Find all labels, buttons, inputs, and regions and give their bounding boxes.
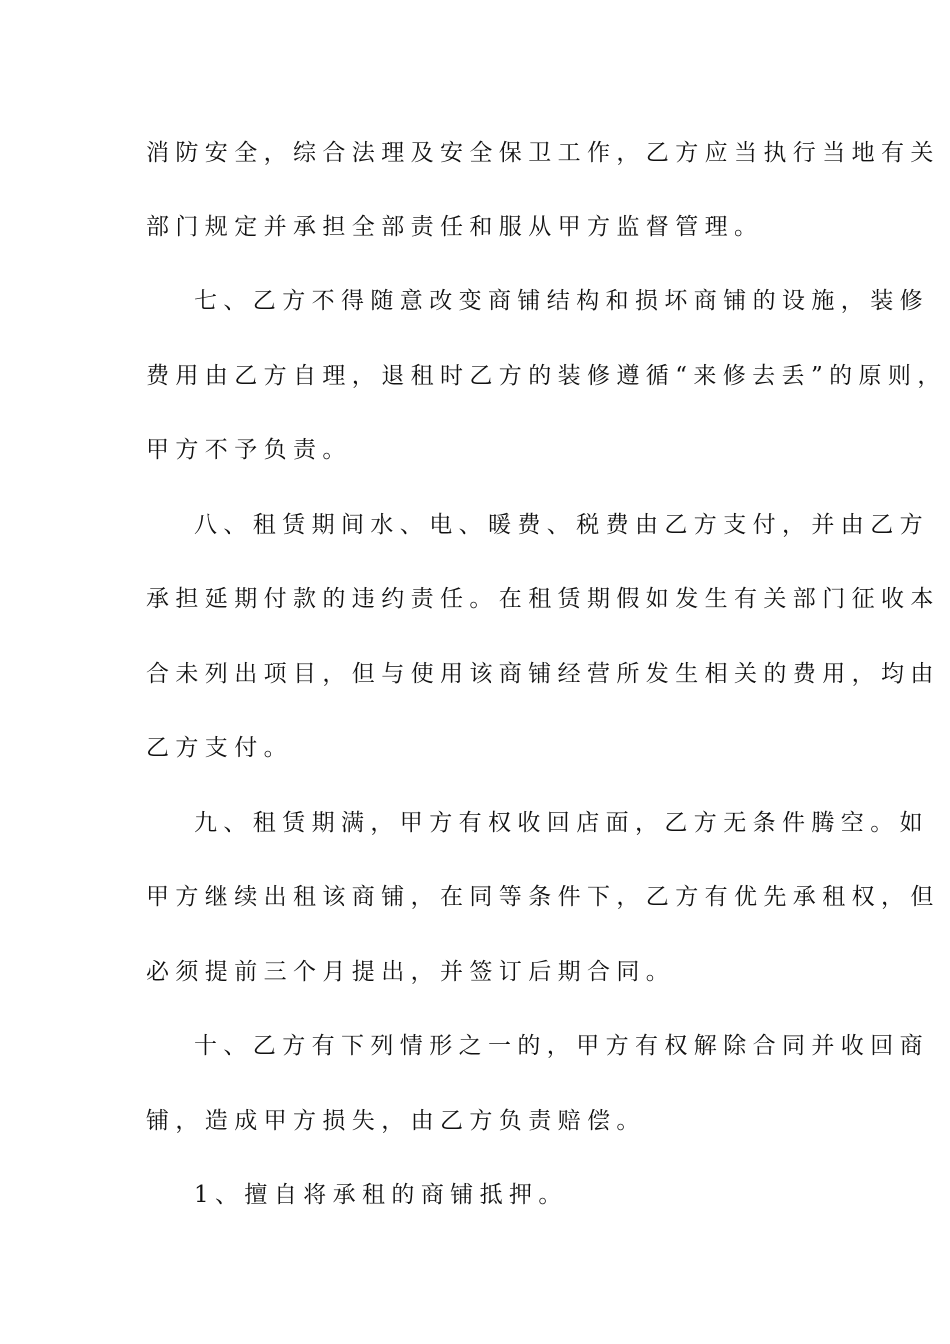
text-line: 铺，造成甲方损失，由乙方负责赔偿。 [146,1108,646,1134]
text-line: 费用由乙方自理，退租时乙方的装修遵循“来修去丢”的原则， [146,363,947,389]
text-line: 合未列出项目，但与使用该商铺经营所发生相关的费用，均由 [146,661,940,687]
clause-9-line: 九、租赁期满，甲方有权收回店面，乙方无条件腾空。如 [194,810,929,836]
clause-7-line: 七、乙方不得随意改变商铺结构和损坏商铺的设施，装修 [194,288,929,314]
text-line: 承担延期付款的违约责任。在租赁期假如发生有关部门征收本 [146,586,940,612]
clause-10-line: 十、乙方有下列情形之一的，甲方有权解除合同并收回商 [194,1033,929,1059]
clause-8-line: 八、租赁期间水、电、暖费、税费由乙方支付，并由乙方 [194,512,929,538]
list-item-1: 1、擅自将承租的商铺抵押。 [194,1182,568,1208]
text-line: 甲方不予负责。 [146,437,352,463]
text-line: 甲方继续出租该商铺，在同等条件下，乙方有优先承租权，但 [146,884,940,910]
text-line: 消防安全，综合法理及安全保卫工作，乙方应当执行当地有关 [146,140,940,166]
text-line: 必须提前三个月提出，并签订后期合同。 [146,959,676,985]
text-line: 部门规定并承担全部责任和服从甲方监督管理。 [146,214,764,240]
text-line: 乙方支付。 [146,735,293,761]
